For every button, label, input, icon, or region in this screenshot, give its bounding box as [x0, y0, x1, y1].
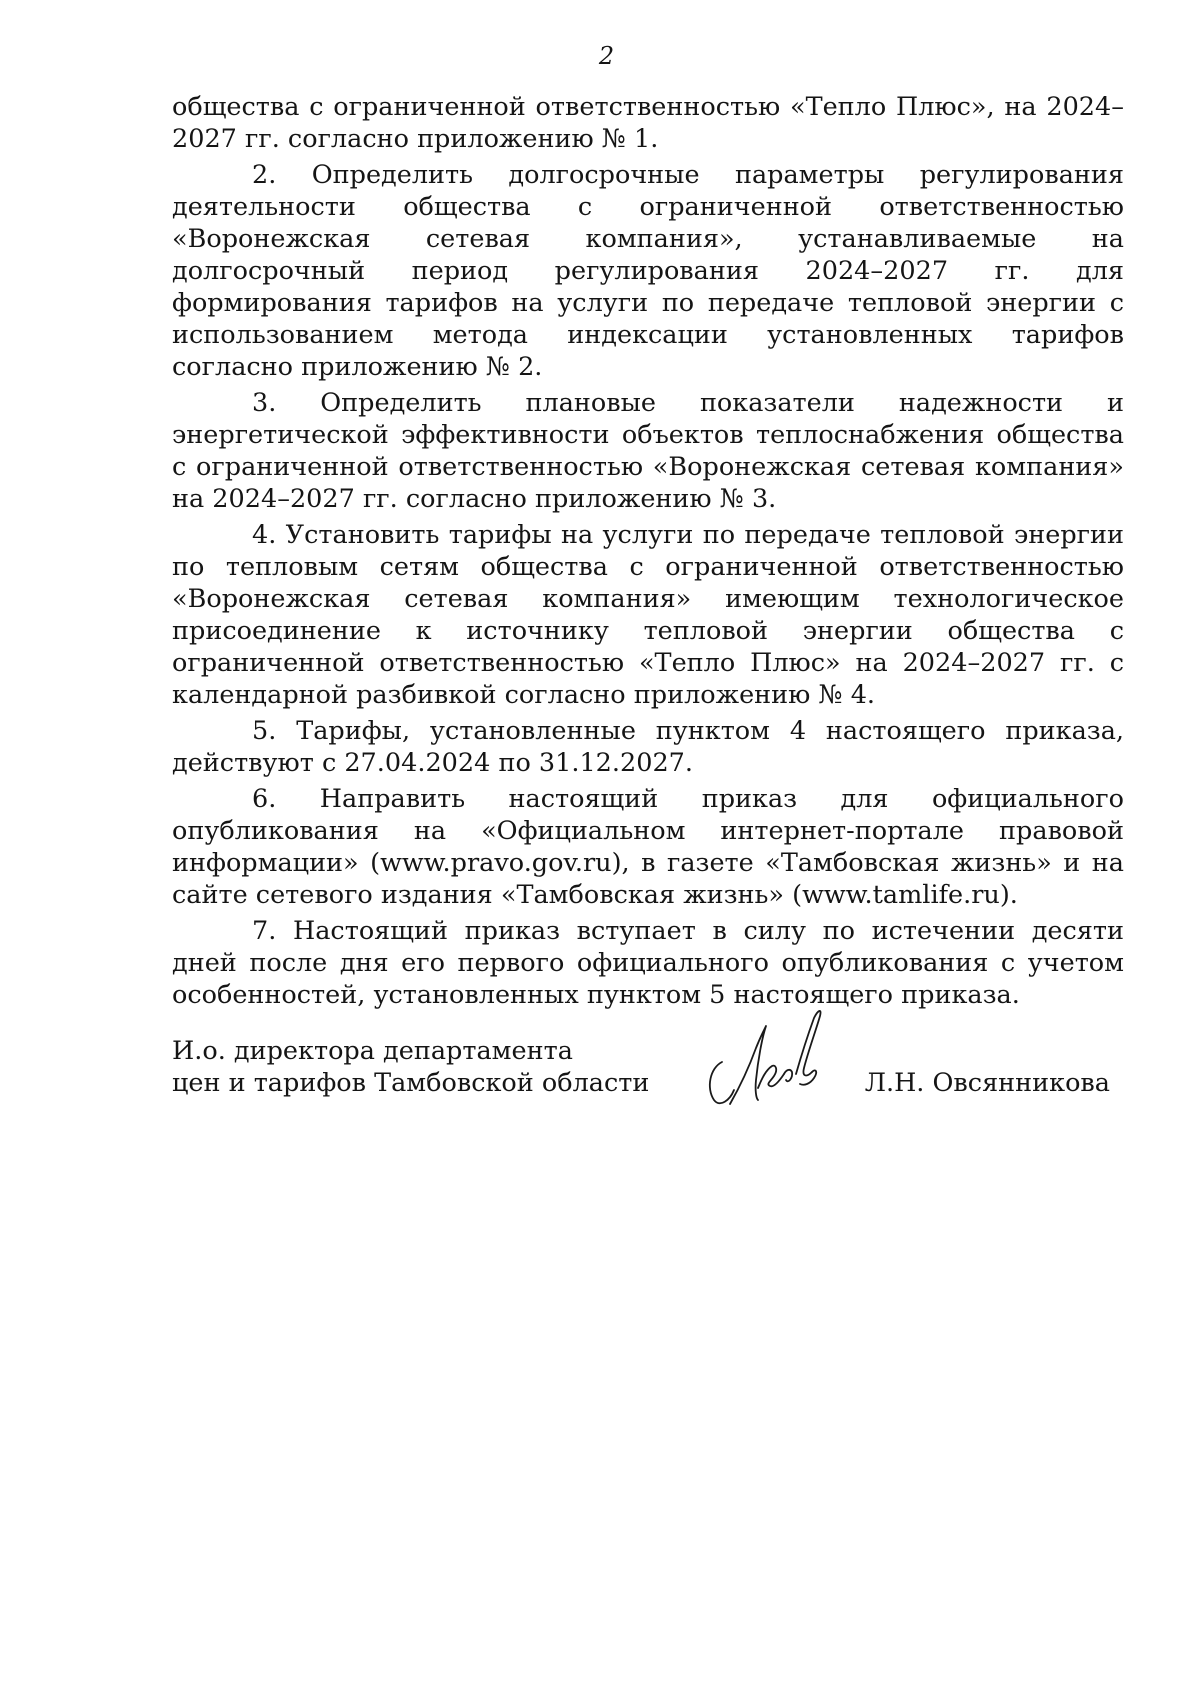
handwritten-signature	[700, 1000, 850, 1110]
signatory-name: Л.Н. Овсянникова	[864, 1068, 1110, 1098]
signatory-title	[172, 1035, 649, 1099]
signatory-title-line-1: И.о. директора департамента	[172, 1036, 573, 1066]
paragraph-item-3: 3. Определить плановые показатели надежности и энергетической эффективности объектов теплоснабжения общества с ограниченной ответственностью «Воронежская сетевая компания» на 2024–2027 гг. согласно приложению № 3.	[172, 388, 1124, 514]
paragraph-item-2: 2. Определить долгосрочные параметры регулирования деятельности общества с ограниченной ответственностью «Воронежская сетевая компания», устанавливаемые на долгосрочный период регулирования 2024–2027 гг. для формирования тарифов на услуги по передаче тепловой энергии с использованием метода индексации установленных тарифов согласно приложению № 2.	[172, 160, 1124, 382]
signatory-title-line-2: цен и тарифов Тамбовской области	[172, 1068, 650, 1098]
page-number: 2	[598, 42, 615, 70]
paragraph-item-5: 5. Тарифы, установленные пунктом 4 настоящего приказа, действуют с 27.04.2024 по 31.12.2027.	[172, 716, 1124, 778]
document-body	[172, 91, 1124, 1011]
paragraph-item-7: 7. Настоящий приказ вступает в силу по истечении десяти дней после дня его первого официального опубликования с учетом особенностей, установленных пунктом 5 настоящего приказа.	[172, 916, 1124, 1010]
paragraph-item-6: 6. Направить настоящий приказ для официального опубликования на «Официальном интернет-портале правовой информации» (www.pravo.gov.ru), в газете «Тамбовская жизнь» и на сайте сетевого издания «Тамбовская жизнь» (www.tamlife.ru).	[172, 784, 1124, 910]
paragraph-item-4: 4. Установить тарифы на услуги по передаче тепловой энергии по тепловым сетям общества с ограниченной ответственностью «Воронежская сетевая компания» имеющим технологическое присоединение к источнику тепловой энергии общества с ограниченной ответственностью «Тепло Плюс» на 2024–2027 гг. с календарной разбивкой согласно приложению № 4.	[172, 520, 1124, 710]
paragraph-continuation: общества с ограниченной ответственностью «Тепло Плюс», на 2024–2027 гг. согласно приложению № 1.	[172, 92, 1124, 154]
